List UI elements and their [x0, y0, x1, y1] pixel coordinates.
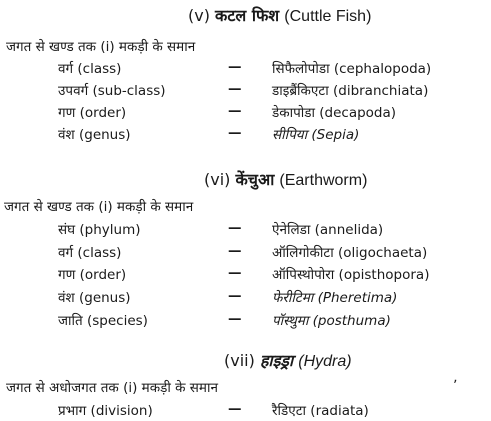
rank-value: सीपिया (Sepia): [272, 127, 360, 143]
rank-label: जाति (species): [58, 313, 148, 329]
section-number: (vii): [224, 351, 255, 370]
dash-separator: —: [228, 81, 242, 97]
table-row: [0, 401, 491, 421]
section-intro: जगत से अधोजगत तक (i) मकड़ी के समान: [6, 380, 218, 396]
table-row: [0, 288, 491, 308]
dash-separator: —: [228, 59, 242, 75]
dash-separator: —: [228, 103, 242, 119]
section-number: (v): [188, 6, 210, 25]
dash-separator: —: [228, 125, 242, 141]
section-title-hindi: हाइड्रा: [259, 351, 294, 370]
rank-value: ऑलिगोकीटा (oligochaeta): [272, 245, 428, 261]
table-row: [0, 265, 491, 285]
rank-label: वंश (genus): [58, 127, 131, 143]
table-row: [0, 220, 491, 240]
rank-label: गण (order): [58, 267, 127, 283]
rank-label: गण (order): [58, 105, 127, 121]
section-heading-earthworm: [204, 168, 367, 190]
section-number: (vi): [204, 170, 231, 189]
rank-label: संघ (phylum): [58, 222, 141, 238]
rank-value: ऐनेलिडा (annelida): [272, 222, 384, 238]
rank-label: वंश (genus): [58, 290, 131, 306]
table-row: [0, 59, 491, 79]
table-row: [0, 311, 491, 331]
dash-separator: —: [228, 243, 242, 259]
rank-label: उपवर्ग (sub-class): [58, 83, 166, 99]
section-title-english: (Hydra): [298, 353, 352, 370]
rank-value: रैडिएटा (radiata): [272, 403, 369, 419]
section-title-english: (Earthworm): [279, 172, 368, 189]
section-heading-hydra: [224, 349, 352, 371]
stray-tick-mark: ʼ: [453, 378, 458, 394]
rank-label: वर्ग (class): [58, 245, 122, 261]
section-title-hindi: कटल फिश: [215, 6, 280, 25]
dash-separator: —: [228, 220, 242, 236]
table-row: [0, 103, 491, 123]
rank-value: पॉस्थुमा (posthuma): [272, 313, 391, 329]
rank-value: डाइब्रैंकिएटा (dibranchiata): [272, 83, 429, 99]
section-heading-cuttlefish: [188, 4, 371, 26]
section-intro: जगत से खण्ड तक (i) मकड़ी के समान: [4, 199, 194, 215]
dash-separator: —: [228, 265, 242, 281]
dash-separator: —: [228, 311, 242, 327]
table-row: [0, 81, 491, 101]
section-title-hindi: केंचुआ: [235, 170, 275, 189]
table-row: [0, 125, 491, 145]
rank-value: फेरीटिमा (Pheretima): [272, 290, 398, 306]
dash-separator: —: [228, 401, 242, 417]
section-intro: जगत से खण्ड तक (i) मकड़ी के समान: [6, 39, 196, 55]
rank-value: ऑपिस्थोपोरा (opisthopora): [272, 267, 430, 283]
rank-label: वर्ग (class): [58, 61, 122, 77]
table-row: [0, 243, 491, 263]
rank-value: सिफैलोपोडा (cephalopoda): [272, 61, 432, 77]
rank-value: डेकापोडा (decapoda): [272, 105, 397, 121]
section-title-english: (Cuttle Fish): [284, 8, 372, 25]
rank-label: प्रभाग (division): [58, 403, 153, 419]
dash-separator: —: [228, 288, 242, 304]
